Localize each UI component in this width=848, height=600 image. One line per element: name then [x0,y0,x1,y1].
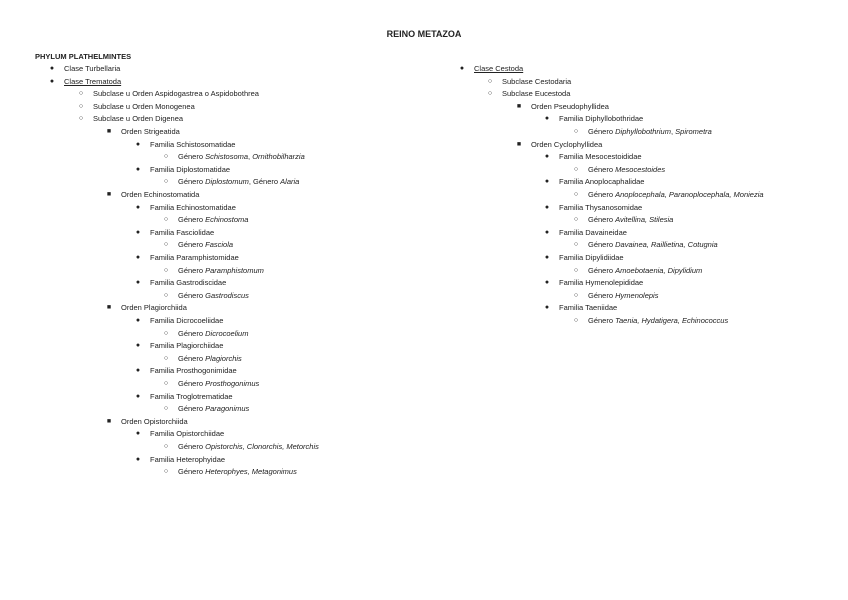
disc-bullet-icon: ● [135,254,141,261]
taxon-list-item [573,315,729,328]
genus-prefix: Género [178,177,206,187]
taxon-list-item [544,277,644,290]
disc-bullet-icon: ● [544,254,550,261]
genus-prefix: , Género [248,177,281,187]
disc-bullet-icon: ● [49,65,55,72]
taxon-label: Familia Hymenolepididae [559,278,644,288]
disc-bullet-icon: ● [135,203,141,211]
taxon-list-item [573,189,764,202]
square-bullet-icon: ■ [106,191,112,198]
taxon-label: Subclase u Orden Aspidogastrea o Aspidobothrea [93,89,259,99]
taxon-list-item [135,139,236,152]
taxon-list-item [573,265,703,278]
disc-bullet-icon: ● [459,65,465,72]
taxon-list-item [135,391,233,404]
genus-prefix: , [248,152,253,162]
disc-bullet-icon: ● [135,430,141,438]
circle-bullet-icon: ○ [163,443,169,450]
taxon-label: Familia Diplostomatidae [150,164,231,174]
taxon-list-item [106,302,187,315]
taxon-list-item [573,164,666,177]
genus-name: Echinostoma [205,215,249,225]
taxon-label: Familia Paramphistomidae [150,253,239,262]
genus-name: Heterophyes, Metagonimus [205,467,297,477]
genus-prefix: Género [588,164,616,174]
genus-name: Anoplocephala, Paranoplocephala, Moniezia [615,190,764,199]
genus-name: Hymenolepis [615,290,659,300]
taxon-label: Familia Dipylidiidae [559,253,624,262]
circle-bullet-icon: ○ [487,77,493,85]
circle-bullet-icon: ○ [163,216,169,224]
taxon-list-item [544,227,627,240]
circle-bullet-icon: ○ [487,90,493,98]
circle-bullet-icon: ○ [163,380,169,387]
genus-name: Mesocestoides [615,164,666,174]
taxon-list-item [163,466,297,479]
taxon-label: Orden Cyclophyllidea [531,139,603,149]
genus-prefix: Género [178,152,206,162]
taxon-label: Familia Anoplocaphalidae [559,177,645,187]
taxon-label: Familia Troglotrematidae [150,391,233,401]
genus-name: Fasciola [205,240,234,250]
genus-prefix: Género [178,328,206,338]
genus-name: Avitellina, Stilesia [615,215,674,225]
genus-prefix: Género [178,404,206,414]
genus-name: Alaria [280,177,300,187]
taxon-list-item [544,176,645,189]
genus-prefix: Género [178,290,206,300]
taxon-list-item [163,378,260,391]
taxon-list-item [544,252,624,265]
disc-bullet-icon: ● [544,228,550,236]
genus-prefix: Género [588,190,616,199]
circle-bullet-icon: ○ [573,291,579,299]
circle-bullet-icon: ○ [163,468,169,476]
taxon-label: Subclase u Orden Monogenea [93,101,195,111]
taxon-list-item [78,101,195,114]
taxon-list-item [163,239,234,252]
taxon-label: Subclase u Orden Digenea [93,114,184,124]
taxon-list-item [544,113,644,126]
circle-bullet-icon: ○ [163,178,169,186]
taxon-list-item [163,151,305,164]
genus-name: Gastrodiscus [205,290,249,300]
disc-bullet-icon: ● [135,455,141,463]
taxon-list-item [573,239,718,252]
disc-bullet-icon: ● [135,165,141,173]
genus-prefix: Género [588,316,616,325]
taxon-list-item [573,126,712,139]
taxon-label: Orden Echinostomatida [121,190,200,199]
genus-prefix: Género [588,240,616,250]
circle-bullet-icon: ○ [163,266,169,274]
circle-bullet-icon: ○ [573,317,579,324]
taxon-label: Orden Pseudophyllidea [531,101,609,111]
circle-bullet-icon: ○ [573,216,579,224]
phylum-heading: PHYLUM PLATHELMINTES [35,52,132,61]
taxon-list-item [163,176,300,189]
taxon-list-item [135,365,237,378]
disc-bullet-icon: ● [544,153,550,161]
taxon-label: Orden Plagiorchiida [121,303,187,313]
circle-bullet-icon: ○ [573,165,579,173]
disc-bullet-icon: ● [544,279,550,287]
taxon-list-item [49,63,121,76]
taxon-label: Familia Dicrocoeliidae [150,316,224,325]
taxon-list-item [135,277,227,290]
genus-prefix: , [670,127,676,136]
genus-name: Taenia, Hydatigera, Echinococcus [615,316,729,325]
disc-bullet-icon: ● [544,304,550,312]
circle-bullet-icon: ○ [163,241,169,249]
genus-name: Paramphistomum [205,265,264,275]
square-bullet-icon: ■ [516,140,522,148]
taxon-label: Clase Trematoda [64,76,122,86]
document-title: REINO METAZOA [386,29,462,39]
taxon-label: Familia Heterophyidae [150,454,226,464]
taxon-label: Familia Taeniidae [559,303,618,313]
disc-bullet-icon: ● [135,367,141,375]
taxon-label: Familia Mesocestoididae [559,152,642,162]
circle-bullet-icon: ○ [163,405,169,413]
taxon-list-item [487,88,571,101]
genus-name: Ornithobilharzia [252,152,305,162]
taxon-list-item [163,214,249,227]
circle-bullet-icon: ○ [78,115,84,123]
taxon-list-item [544,202,643,215]
circle-bullet-icon: ○ [78,102,84,110]
disc-bullet-icon: ● [135,317,141,324]
taxon-label: Clase Cestoda [474,64,524,73]
taxon-list-item [135,428,225,441]
genus-prefix: Género [588,127,616,136]
circle-bullet-icon: ○ [573,241,579,249]
circle-bullet-icon: ○ [163,153,169,161]
taxon-list-item [78,113,184,126]
taxon-list-item [135,315,224,328]
disc-bullet-icon: ● [135,342,141,350]
square-bullet-icon: ■ [516,102,522,110]
circle-bullet-icon: ○ [163,354,169,362]
square-bullet-icon: ■ [106,417,112,425]
square-bullet-icon: ■ [106,128,112,135]
disc-bullet-icon: ● [135,279,141,287]
genus-prefix: Género [588,215,616,225]
taxon-list-item [106,189,200,202]
taxon-label: Familia Schistosomatidae [150,139,236,149]
genus-name: Paragonimus [205,404,250,414]
genus-prefix: Género [178,215,206,225]
taxon-list-item [135,164,231,177]
disc-bullet-icon: ● [544,203,550,211]
taxon-list-item [106,126,180,139]
circle-bullet-icon: ○ [163,329,169,337]
genus-name: Amoebotaenia, Dipylidium [615,265,703,275]
genus-name: Diplostomum [205,177,249,187]
taxon-list-item [135,227,215,240]
taxon-label: Familia Opistorchiidae [150,429,225,439]
taxon-list-item [573,214,674,227]
taxon-list-item [78,88,259,101]
taxon-list-item [135,454,226,467]
genus-name: Spirometra [675,127,712,136]
genus-prefix: Género [178,467,206,477]
genus-prefix: Género [178,442,206,451]
taxon-label: Familia Fasciolidae [150,227,215,237]
circle-bullet-icon: ○ [573,191,579,198]
genus-name: Schistosoma [205,152,249,162]
taxon-list-item [163,353,242,366]
taxon-list-item [163,441,319,454]
genus-prefix: Género [178,353,206,363]
taxon-list-item [516,101,609,114]
taxon-label: Familia Diphyllobothridae [559,114,644,124]
circle-bullet-icon: ○ [573,128,579,135]
genus-prefix: Género [178,265,206,275]
disc-bullet-icon: ● [544,115,550,123]
disc-bullet-icon: ● [135,228,141,236]
disc-bullet-icon: ● [49,77,55,85]
taxon-list-item [106,416,188,429]
taxon-list-item [49,76,122,89]
taxon-label: Orden Strigeatida [121,127,180,136]
genus-prefix: Género [178,240,206,250]
taxon-label: Orden Opistorchiida [121,416,188,426]
taxon-label: Familia Davaineidae [559,227,627,237]
disc-bullet-icon: ● [135,392,141,400]
disc-bullet-icon: ● [544,178,550,186]
taxon-list-item [516,139,603,152]
taxon-label: Familia Gastrodiscidae [150,278,227,288]
genus-name: Dicrocoelium [205,328,249,338]
taxon-list-item [163,403,250,416]
disc-bullet-icon: ● [135,140,141,148]
circle-bullet-icon: ○ [573,266,579,274]
taxon-label: Clase Turbellaria [64,64,121,73]
genus-name: Opistorchis, Clonorchis, Metorchis [205,442,319,451]
taxon-label: Familia Thysanosomidae [559,202,643,212]
genus-prefix: Género [588,265,616,275]
genus-prefix: Género [588,290,616,300]
taxon-list-item [544,151,642,164]
taxon-label: Subclase Cestodaria [502,76,572,86]
taxon-list-item [459,63,524,76]
taxon-list-item [544,302,618,315]
taxon-label: Familia Prosthogonimidae [150,366,237,376]
circle-bullet-icon: ○ [163,291,169,299]
genus-name: Prosthogonimus [205,379,260,388]
taxon-list-item [163,290,249,303]
taxon-list-item [573,290,659,303]
taxon-label: Familia Plagiorchiidae [150,341,224,351]
taxon-label: Familia Echinostomatidae [150,202,236,212]
square-bullet-icon: ■ [106,304,112,312]
taxon-list-item [135,202,236,215]
genus-name: Davainea, Raillietina, Cotugnia [615,240,718,250]
genus-name: Plagiorchis [205,353,242,363]
genus-name: Diphyllobothrium [615,127,671,136]
taxon-list-item [163,328,249,341]
genus-prefix: Género [178,379,206,388]
taxon-list-item [135,340,224,353]
circle-bullet-icon: ○ [78,90,84,98]
taxon-list-item [163,265,264,278]
taxon-list-item [135,252,239,265]
taxon-list-item [487,76,572,89]
taxon-label: Subclase Eucestoda [502,89,571,99]
